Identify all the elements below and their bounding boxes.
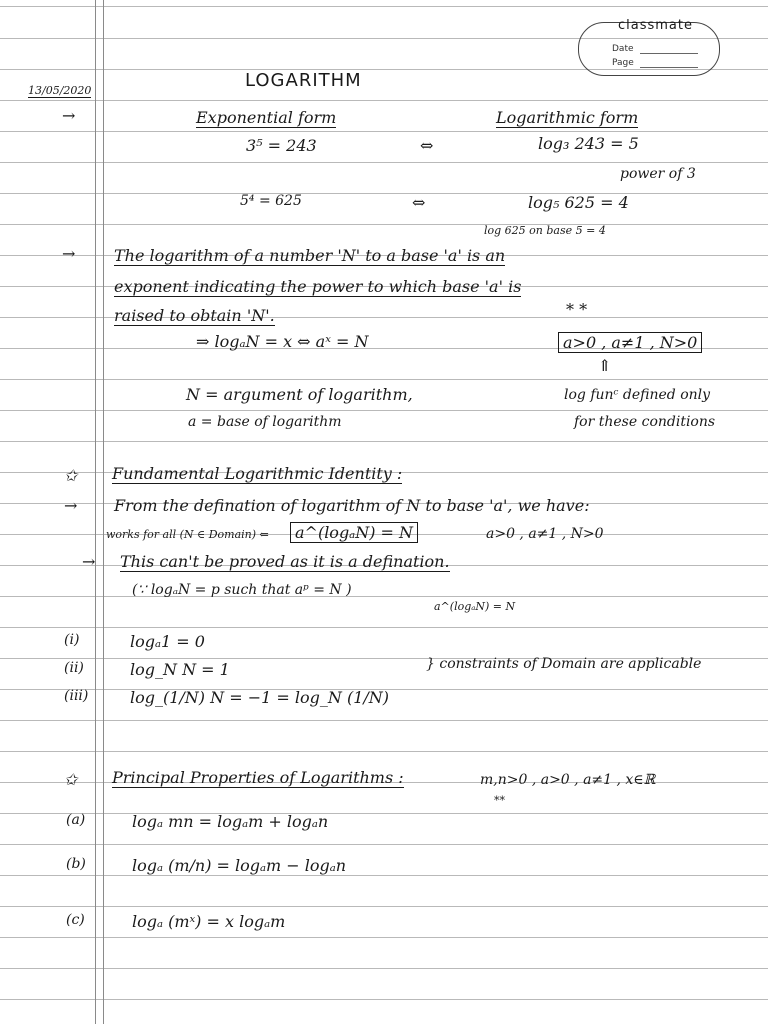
conditions-box: a>0 , a≠1 , N>0 — [558, 332, 702, 353]
up-arrow: ⇑ — [598, 356, 612, 375]
margin-line — [103, 0, 104, 1024]
example1-note: power of 3 — [620, 166, 696, 182]
property-expr: logₐ (m/n) = logₐm − logₐn — [132, 856, 347, 875]
list-item-expr: logₐ1 = 0 — [130, 632, 205, 651]
arrow-marker: → — [64, 496, 78, 515]
list-item-label: (iii) — [64, 688, 89, 704]
emphasis-stars: ** — [494, 794, 505, 807]
definition-line-2: exponent indicating the power to which base 'a' is — [114, 277, 522, 296]
properties-heading: Principal Properties of Logarithms : — [112, 768, 404, 787]
property-label: (a) — [66, 812, 86, 828]
domain-note-1: log funᶜ defined only — [564, 387, 711, 403]
page-date: 13/05/2020 — [28, 84, 92, 97]
list-item-expr: log_(1/N) N = −1 = log_N (1/N) — [130, 688, 390, 707]
equivalence-symbol: ⇔ — [420, 136, 434, 155]
example2-note: log 625 on base 5 = 4 — [484, 224, 606, 237]
date-field-line — [640, 53, 698, 54]
page-field-line — [640, 67, 698, 68]
example1-exponential: 3⁵ = 243 — [246, 136, 317, 155]
example2-logarithmic: log₅ 625 = 4 — [528, 193, 629, 212]
property-expr: logₐ mn = logₐm + logₐn — [132, 812, 329, 831]
star-marker: ✩ — [64, 466, 78, 485]
example1-logarithmic: log₃ 243 = 5 — [538, 134, 639, 153]
brand-name: classmate — [618, 18, 693, 33]
emphasis-stars: * * — [566, 300, 588, 319]
identity-line-3-sub: a^(logₐN) = N — [434, 600, 516, 613]
star-marker: ✩ — [64, 770, 78, 789]
identity-formula-box: a^(logₐN) = N — [290, 522, 418, 543]
identity-side-note: works for all (N ∈ Domain) ⇐ — [106, 528, 269, 541]
property-label: (c) — [66, 912, 85, 928]
base-definition: a = base of logarithm — [188, 414, 342, 430]
domain-constraints-note: } constraints of Domain are applicable — [426, 656, 702, 672]
identity-line-3: (∵ logₐN = p such that aᵖ = N ) — [132, 582, 352, 598]
list-item-label: (i) — [64, 632, 80, 648]
list-item-expr: log_N N = 1 — [130, 660, 230, 679]
identity-conditions: a>0 , a≠1 , N>0 — [486, 526, 604, 542]
exponential-form-heading: Exponential form — [196, 108, 337, 127]
page-field-label: Page — [612, 58, 634, 68]
property-expr: logₐ (mˣ) = x logₐm — [132, 912, 286, 931]
property-label: (b) — [66, 856, 86, 872]
arrow-marker: → — [62, 106, 76, 125]
identity-line-1: From the defination of logarithm of N to base 'a', we have: — [114, 496, 590, 515]
arrow-marker: → — [62, 244, 76, 263]
definition-formula: ⇒ logₐN = x ⇔ aˣ = N — [196, 332, 369, 351]
date-field-label: Date — [612, 44, 634, 54]
page-title: LOGARITHM — [245, 70, 362, 91]
list-item-label: (ii) — [64, 660, 84, 676]
definition-line-3: raised to obtain 'N'. — [114, 306, 275, 325]
equivalence-symbol: ⇔ — [412, 193, 426, 212]
definition-line-1: The logarithm of a number 'N' to a base 'a' is an — [114, 246, 506, 265]
domain-note-2: for these conditions — [574, 414, 716, 430]
argument-definition: N = argument of logarithm, — [186, 385, 413, 404]
example2-exponential: 5⁴ = 625 — [240, 193, 302, 209]
arrow-marker: → — [82, 552, 96, 571]
identity-heading: Fundamental Logarithmic Identity : — [112, 464, 403, 483]
identity-line-2: This can't be proved as it is a defination. — [120, 552, 450, 571]
margin-line — [95, 0, 96, 1024]
properties-conditions: m,n>0 , a>0 , a≠1 , x∈ℝ — [480, 772, 656, 788]
logarithmic-form-heading: Logarithmic form — [496, 108, 639, 127]
